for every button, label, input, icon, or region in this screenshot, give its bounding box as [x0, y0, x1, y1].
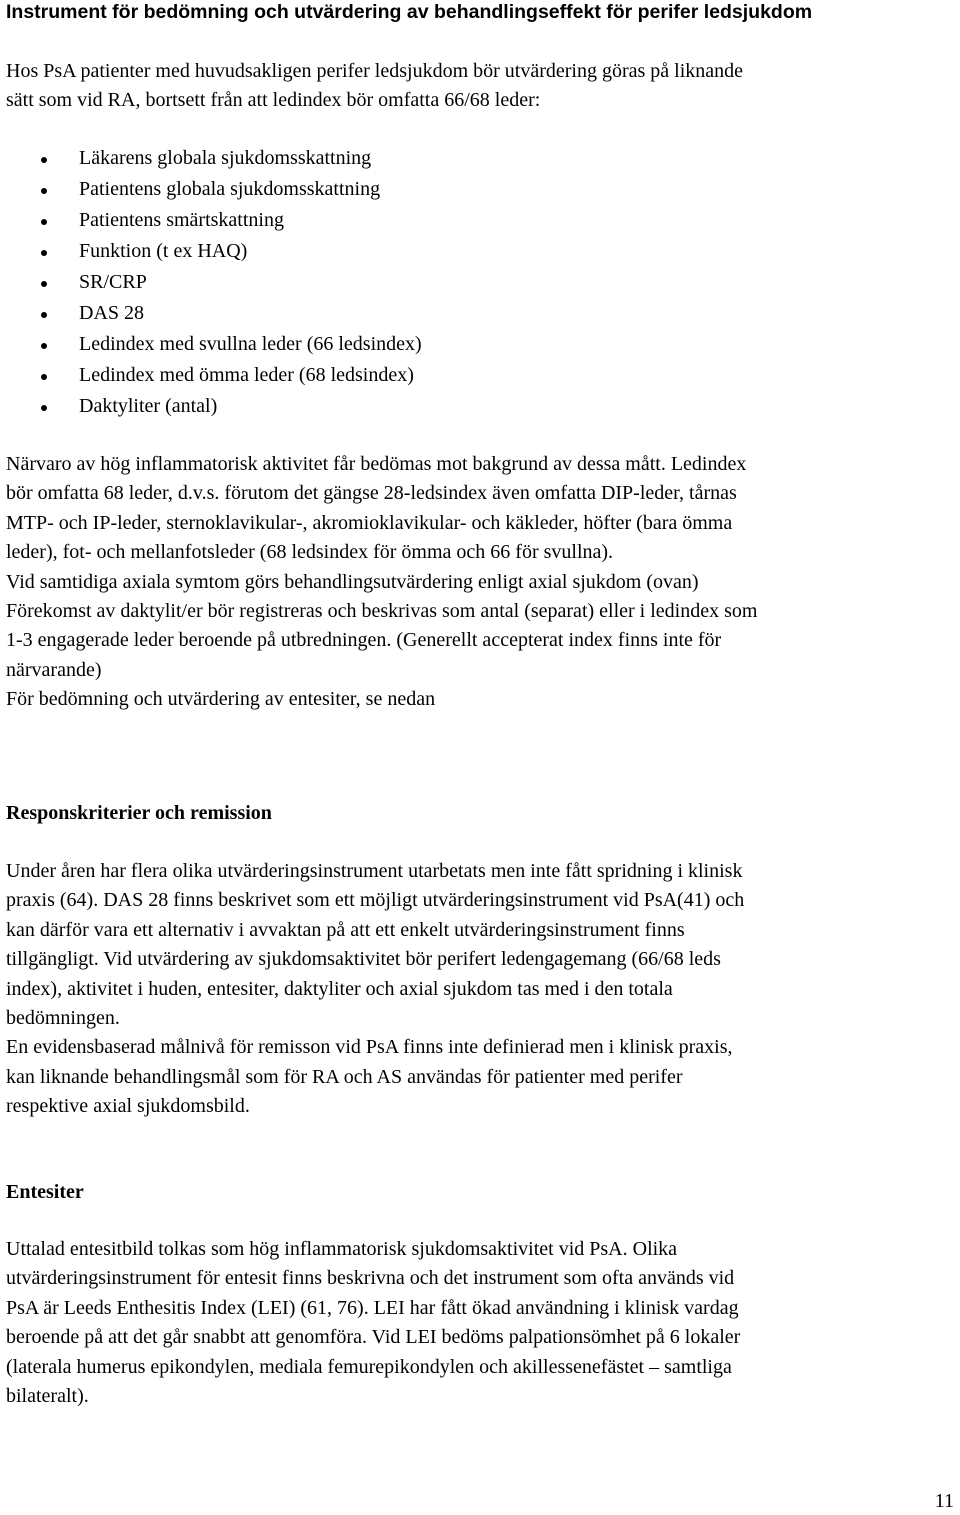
- list-item: [6, 329, 422, 360]
- text-line: tillgängligt. Vid utvärdering av sjukdomsaktivitet bör perifert ledengagemang (66/68 leds: [6, 948, 721, 971]
- list-item: [6, 391, 422, 422]
- entesiter-paragraph: [6, 1235, 956, 1411]
- text-line: respektive axial sjukdomsbild.: [6, 1095, 250, 1118]
- bullet-list: [6, 143, 422, 422]
- list-item: [6, 298, 422, 329]
- text-line: index), aktivitet i huden, entesiter, daktyliter och axial sjukdom tas med i den totala: [6, 977, 673, 1000]
- page-number: 11: [934, 1490, 954, 1512]
- text-line: kan liknande behandlingsmål som för RA och AS användas för patienter med perifer: [6, 1065, 683, 1088]
- bullet-icon: [41, 250, 47, 256]
- text-line: utvärderingsinstrument för entesit finns beskrivna och det instrument som ofta används vid: [6, 1267, 735, 1290]
- list-item-text: Ledindex med svullna leder (66 ledsindex): [79, 333, 422, 355]
- text-line: MTP- och IP-leder, sternoklavikular-, akromioklavikular- och käkleder, höfter (bara ömma: [6, 511, 733, 534]
- text-line: Under åren har flera olika utvärderingsinstrument utarbetats men inte fått spridning i klinisk: [6, 860, 743, 882]
- text-line: Hos PsA patienter med huvudsakligen perifer ledsjukdom bör utvärdering göras på liknande: [6, 60, 744, 82]
- text-line: sätt som vid RA, bortsett från att ledindex bör omfatta 66/68 leder:: [6, 89, 541, 112]
- text-line: kan därför vara ett alternativ i avvaktan på att ett enkelt utvärderingsinstrument finns: [6, 918, 685, 941]
- section-heading-entesiter: Entesiter: [6, 1181, 84, 1203]
- list-item-text: Daktyliter (antal): [79, 395, 218, 417]
- text-line: praxis (64). DAS 28 finns beskrivet som ett möjligt utvärderingsinstrument vid PsA(41) och: [6, 889, 745, 912]
- text-line: bedömningen.: [6, 1007, 120, 1030]
- text-line: Närvaro av hög inflammatorisk aktivitet får bedömas mot bakgrund av dessa mått. Ledindex: [6, 453, 747, 475]
- text-line: 1-3 engagerade leder beroende på utbredningen. (Generellt accepterat index finns inte för: [6, 629, 722, 652]
- bullet-icon: [41, 405, 47, 411]
- list-item-text: Funktion (t ex HAQ): [79, 240, 248, 262]
- text-line: beroende på att det går snabbt att genomföra. Vid LEI bedöms palpationsömhet på 6 lokaler: [6, 1326, 741, 1349]
- text-line: Förekomst av daktylit/er bör registreras och beskrivas som antal (separat) eller i ledindex som: [6, 600, 758, 623]
- text-line: En evidensbaserad målnivå för remisson vid PsA finns inte definierad men i klinisk praxis,: [6, 1036, 733, 1059]
- list-item-text: DAS 28: [79, 302, 145, 324]
- response-paragraph: [6, 857, 956, 1122]
- list-item: [6, 205, 422, 236]
- section-heading-response: Responskriterier och remission: [6, 802, 272, 824]
- bullet-icon: [41, 374, 47, 380]
- intro-paragraph: [6, 57, 956, 116]
- text-line: Uttalad entesitbild tolkas som hög inflammatorisk sjukdomsaktivitet vid PsA. Olika: [6, 1238, 678, 1260]
- list-item-text: Patientens globala sjukdomsskattning: [79, 178, 381, 200]
- text-line: För bedömning och utvärdering av entesiter, se nedan: [6, 688, 436, 711]
- page-title: Instrument för bedömning och utvärdering av behandlingseffekt för perifer ledsjukdom: [6, 1, 813, 23]
- body-paragraph: [6, 450, 956, 715]
- list-item: [6, 360, 422, 391]
- text-line: Vid samtidiga axiala symtom görs behandlingsutvärdering enligt axial sjukdom (ovan): [6, 570, 699, 593]
- list-item-text: SR/CRP: [79, 271, 147, 293]
- list-item: [6, 236, 422, 267]
- bullet-icon: [41, 157, 47, 163]
- text-line: leder), fot- och mellanfotsleder (68 ledsindex för ömma och 66 för svullna).: [6, 541, 614, 564]
- text-line: bör omfatta 68 leder, d.v.s. förutom det gängse 28-ledsindex även omfatta DIP-leder, tårnas: [6, 482, 737, 505]
- list-item-text: Ledindex med ömma leder (68 ledsindex): [79, 364, 414, 386]
- list-item: [6, 143, 422, 174]
- bullet-icon: [41, 219, 47, 225]
- text-line: bilateralt).: [6, 1385, 89, 1408]
- text-line: (laterala humerus epikondylen, mediala femurepikondylen och akillessenefästet – samtliga: [6, 1355, 732, 1378]
- list-item: [6, 174, 422, 205]
- bullet-icon: [41, 281, 47, 287]
- list-item-text: Patientens smärtskattning: [79, 209, 284, 231]
- list-item: [6, 267, 422, 298]
- list-item-text: Läkarens globala sjukdomsskattning: [79, 147, 372, 169]
- bullet-icon: [41, 188, 47, 194]
- bullet-icon: [41, 312, 47, 318]
- bullet-icon: [41, 343, 47, 349]
- text-line: PsA är Leeds Enthesitis Index (LEI) (61, 76). LEI har fått ökad användning i klinisk vardag: [6, 1296, 739, 1319]
- text-line: närvarande): [6, 658, 102, 681]
